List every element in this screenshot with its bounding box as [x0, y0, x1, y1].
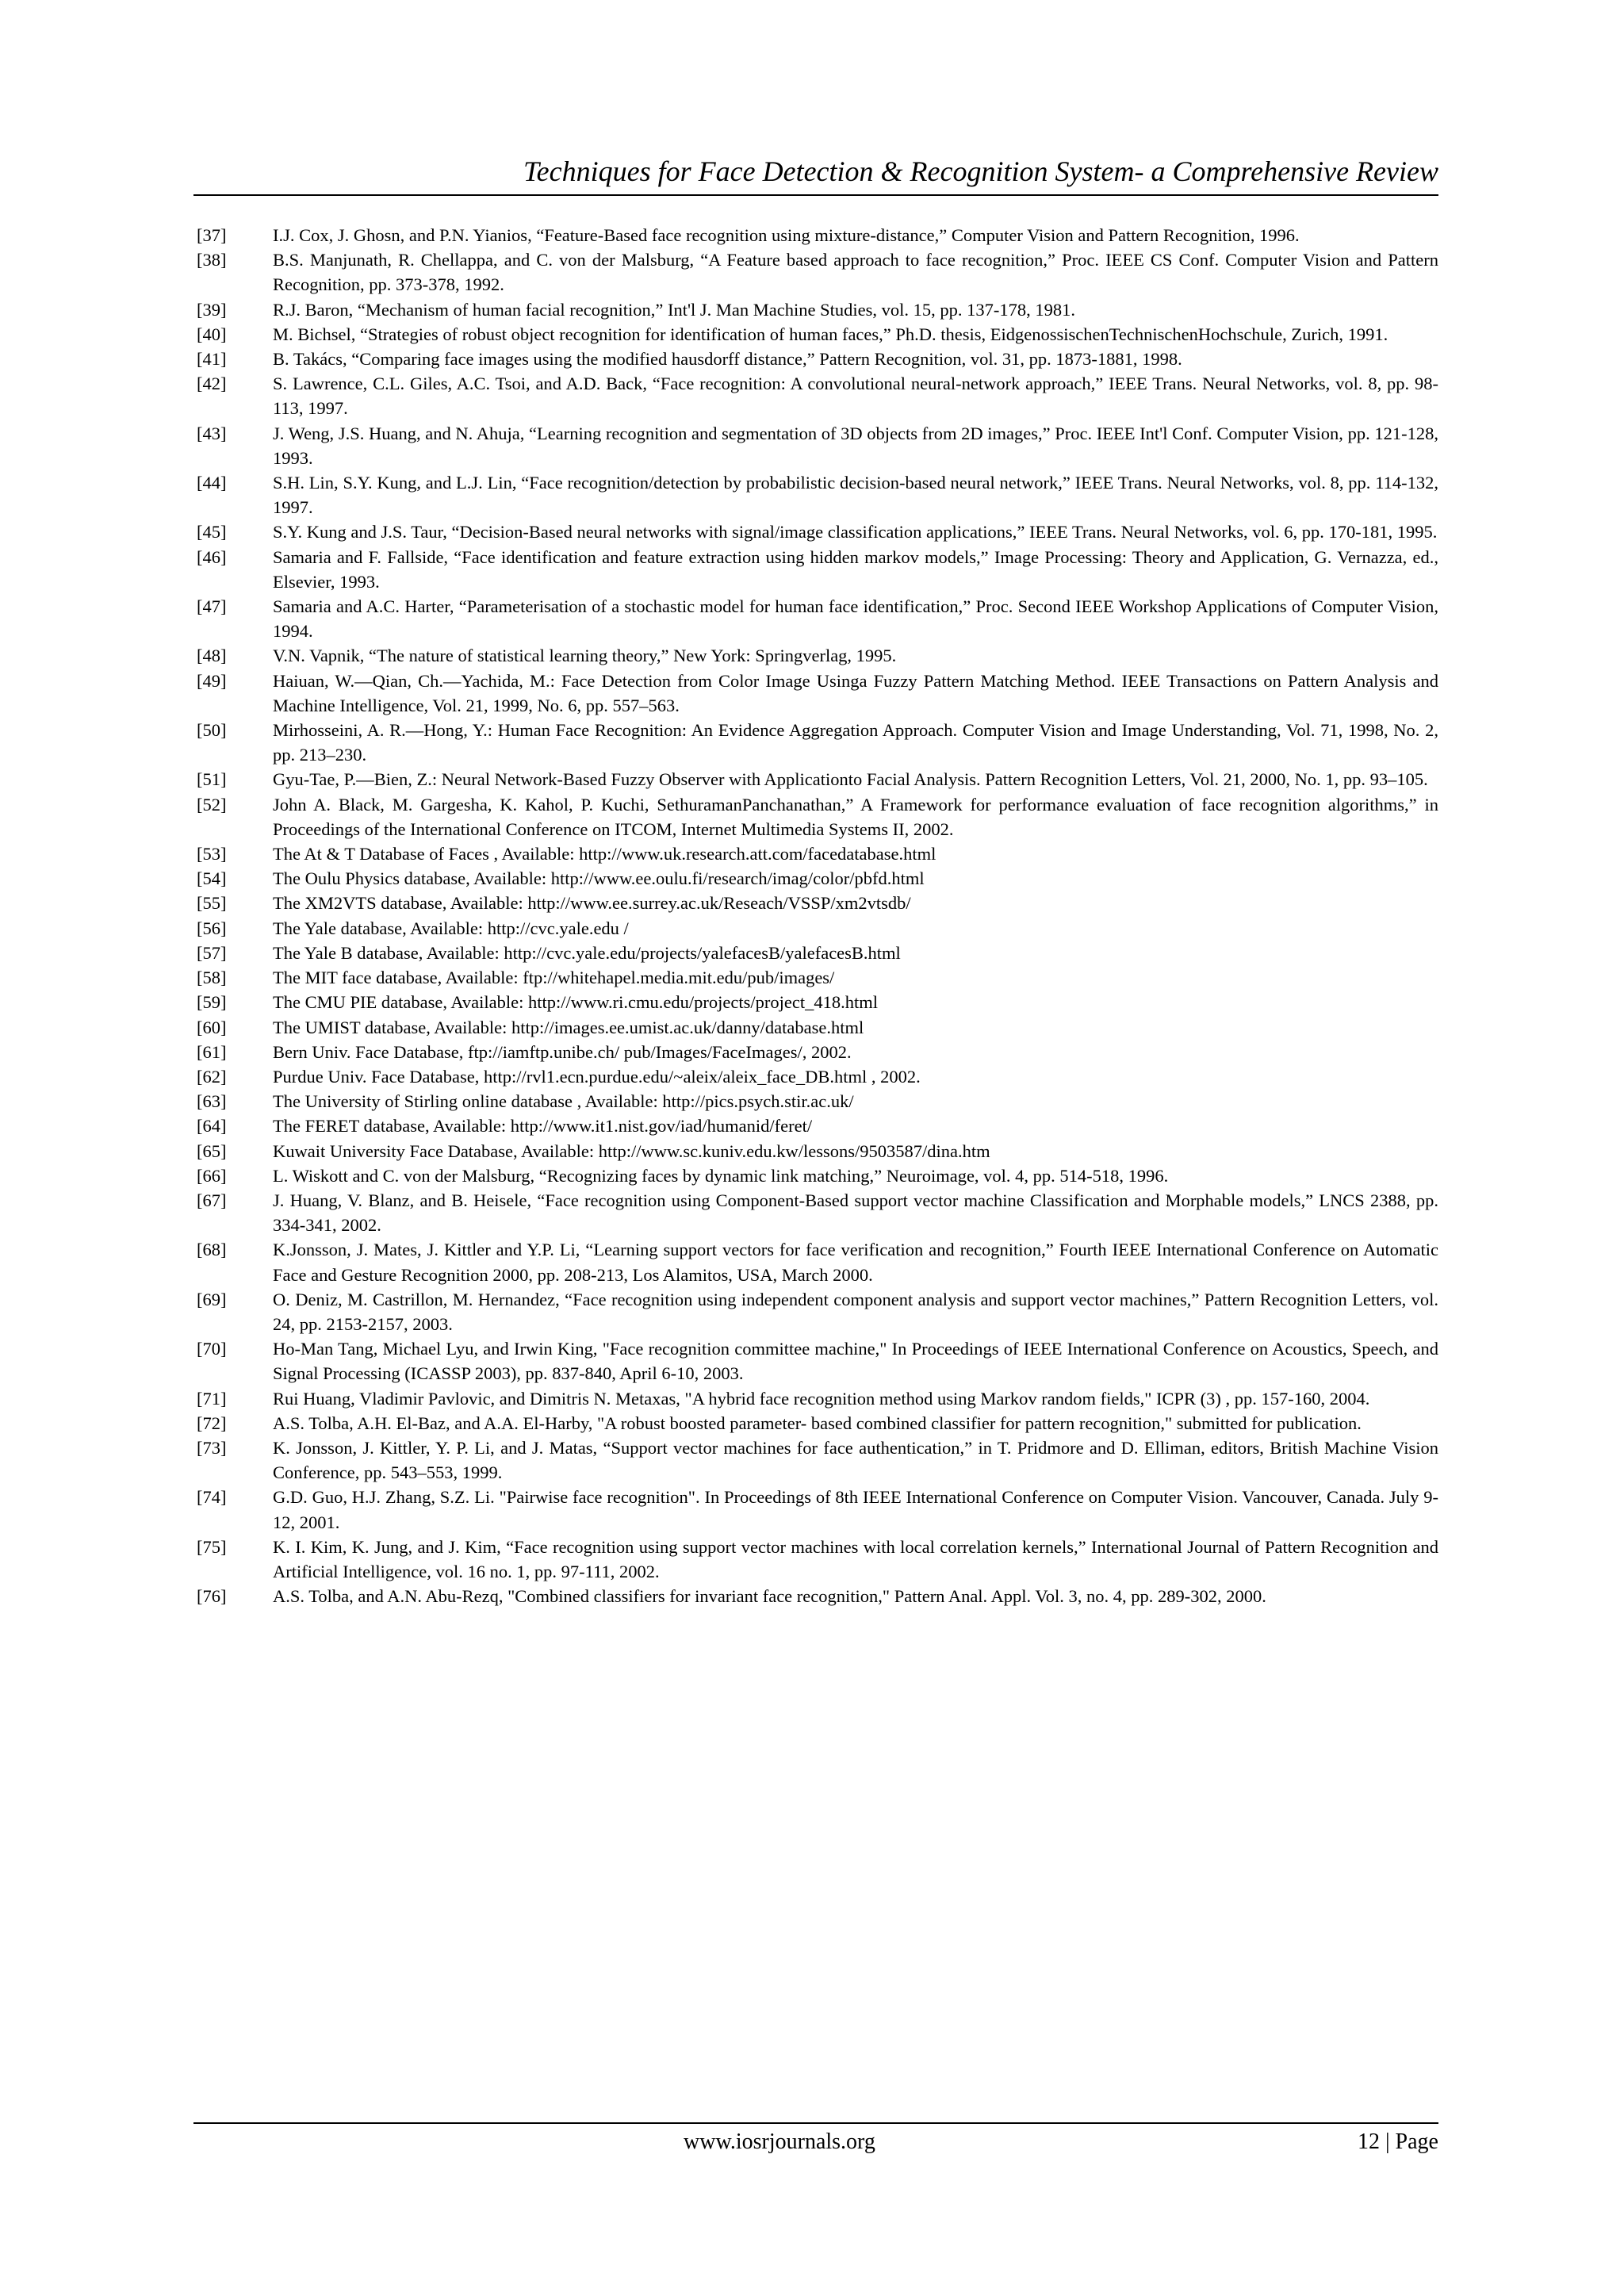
reference-text: V.N. Vapnik, “The nature of statistical learning theory,” New York: Springverlag, 1995.	[273, 646, 897, 666]
reference-number: [50]	[197, 720, 227, 741]
reference-number: [43]	[197, 423, 227, 443]
reference-number: [63]	[197, 1091, 227, 1112]
reference-number: [72]	[197, 1412, 227, 1433]
reference-text: G.D. Guo, H.J. Zhang, S.Z. Li. "Pairwise face recognition". In Proceedings of 8th IEEE International Conference on Computer Vision. Vancouver, Canada. July 9-12, 2001.	[273, 1487, 1438, 1532]
reference-number: [70]	[197, 1339, 227, 1359]
reference-text: O. Deniz, M. Castrillon, M. Hernandez, “Face recognition using independent component analysis and support vector machines,” Pattern Recognition Letters, vol. 24, pp. 2153-2157, 2003.	[273, 1289, 1438, 1334]
reference-text: S.Y. Kung and J.S. Taur, “Decision-Based neural networks with signal/image classification applications,” IEEE Trans. Neural Networks, vol. 6, pp. 170-181, 1995.	[273, 522, 1438, 542]
reference-item	[197, 1584, 1438, 1608]
reference-text: Gyu-Tae, P.—Bien, Z.: Neural Network-Based Fuzzy Observer with Applicationto Facial Analysis. Pattern Recognition Letters, Vol. 21, 2000, No. 1, pp. 93–105.	[273, 769, 1428, 790]
reference-item	[197, 519, 1438, 544]
reference-text: Kuwait University Face Database, Available: http://www.sc.kuniv.edu.kw/lessons/9503587/dina.htm	[273, 1140, 990, 1161]
reference-number: [65]	[197, 1140, 227, 1161]
reference-item	[197, 669, 1438, 718]
reference-text: The FERET database, Available: http://www.it1.nist.gov/iad/humanid/feret/	[273, 1116, 813, 1137]
reference-text: Haiuan, W.—Qian, Ch.—Yachida, M.: Face Detection from Color Image Usinga Fuzzy Pattern Matching Method. IEEE Transactions on Pattern Analysis and Machine Intelligence, Vol. 21, 1999, No. 6, pp. 557–563.	[273, 670, 1438, 715]
reference-text: Ho-Man Tang, Michael Lyu, and Irwin King, "Face recognition committee machine," In Proceedings of IEEE International Conference on Acoustics, Speech, and Signal Processing (ICASSP 2003), pp. 837-840, April 6-10, 2003.	[273, 1339, 1438, 1384]
reference-text: The University of Stirling online database , Available: http://pics.psych.stir.ac.uk/	[273, 1091, 854, 1112]
reference-text: Rui Huang, Vladimir Pavlovic, and Dimitris N. Metaxas, "A hybrid face recognition method using Markov random fields," ICPR (3) , pp. 157-160, 2004.	[273, 1388, 1370, 1409]
reference-item	[197, 470, 1438, 519]
reference-number: [48]	[197, 646, 227, 666]
reference-number: [51]	[197, 769, 227, 790]
reference-number: [40]	[197, 324, 227, 344]
reference-text: The MIT face database, Available: ftp://whitehapel.media.mit.edu/pub/images/	[273, 968, 835, 988]
reference-text: Bern Univ. Face Database, ftp://iamftp.unibe.ch/ pub/Images/FaceImages/, 2002.	[273, 1041, 852, 1062]
reference-text: John A. Black, M. Gargesha, K. Kahol, P. Kuchi, SethuramanPanchanathan,” A Framework for performance evaluation of face recognition algorithms,” in Proceedings of the International Conference on ITCOM, Internet Multimedia Systems II, 2002.	[273, 794, 1438, 839]
reference-number: [69]	[197, 1289, 227, 1309]
reference-number: [44]	[197, 473, 227, 493]
reference-item	[197, 1237, 1438, 1286]
reference-text: Samaria and A.C. Harter, “Parameterisation of a stochastic model for human face identification,” Proc. Second IEEE Workshop Applications of Computer Vision, 1994.	[273, 596, 1438, 642]
reference-text: S.H. Lin, S.Y. Kung, and L.J. Lin, “Face recognition/detection by probabilistic decision-based neural network,” IEEE Trans. Neural Networks, vol. 8, pp. 114-132, 1997.	[273, 473, 1438, 518]
reference-number: [39]	[197, 299, 227, 320]
reference-text: J. Weng, J.S. Huang, and N. Ahuja, “Learning recognition and segmentation of 3D objects from 2D images,” Proc. IEEE Int'l Conf. Computer Vision, pp. 121-128, 1993.	[273, 423, 1438, 468]
reference-item	[197, 1163, 1438, 1188]
reference-text: The At & T Database of Faces , Available: http://www.uk.research.att.com/facedatabase.html	[273, 844, 936, 864]
reference-number: [52]	[197, 794, 227, 815]
reference-number: [49]	[197, 670, 227, 691]
running-header-title: Techniques for Face Detection & Recognition System- a Comprehensive Review	[523, 155, 1438, 187]
reference-item	[197, 965, 1438, 990]
footer-divider	[193, 2122, 1438, 2124]
reference-item	[197, 990, 1438, 1014]
reference-number: [53]	[197, 844, 227, 864]
reference-item	[197, 297, 1438, 322]
reference-number: [68]	[197, 1240, 227, 1260]
reference-item	[197, 1287, 1438, 1336]
reference-text: The UMIST database, Available: http://images.ee.umist.ac.uk/danny/database.html	[273, 1017, 864, 1037]
reference-number: [71]	[197, 1388, 227, 1409]
reference-number: [60]	[197, 1017, 227, 1037]
reference-number: [62]	[197, 1066, 227, 1087]
reference-number: [55]	[197, 893, 227, 914]
reference-item	[197, 941, 1438, 965]
footer-page-number: 12 | Page	[1357, 2129, 1438, 2154]
reference-number: [38]	[197, 250, 227, 270]
reference-number: [45]	[197, 522, 227, 542]
reference-item	[197, 1089, 1438, 1114]
reference-number: [64]	[197, 1116, 227, 1137]
reference-item	[197, 223, 1438, 247]
reference-item	[197, 841, 1438, 866]
reference-number: [41]	[197, 349, 227, 370]
reference-item	[197, 1435, 1438, 1485]
reference-text: K.Jonsson, J. Mates, J. Kittler and Y.P. Li, “Learning support vectors for face verification and recognition,” Fourth IEEE International Conference on Automatic Face and Gesture Recognition 2000, pp. 208-213, Los Alamitos, USA, March 2000.	[273, 1240, 1438, 1285]
reference-item	[197, 421, 1438, 470]
reference-text: The Yale database, Available: http://cvc.yale.edu /	[273, 918, 629, 938]
reference-item	[197, 1411, 1438, 1435]
reference-item	[197, 545, 1438, 594]
reference-text: I.J. Cox, J. Ghosn, and P.N. Yianios, “Feature-Based face recognition using mixture-distance,” Computer Vision and Pattern Recognition, 1996.	[273, 225, 1300, 245]
reference-item	[197, 1064, 1438, 1089]
reference-item	[197, 1015, 1438, 1040]
reference-text: R.J. Baron, “Mechanism of human facial recognition,” Int'l J. Man Machine Studies, vol. 15, pp. 137-178, 1981.	[273, 299, 1075, 320]
reference-text: A.S. Tolba, A.H. El-Baz, and A.A. El-Harby, "A robust boosted parameter- based combined classifier for pattern recognition," submitted for publication.	[273, 1412, 1362, 1433]
reference-item	[197, 767, 1438, 792]
reference-item	[197, 1139, 1438, 1163]
reference-text: Samaria and F. Fallside, “Face identification and feature extraction using hidden markov models,” Image Processing: Theory and Application, G. Vernazza, ed., Elsevier, 1993.	[273, 546, 1438, 592]
reference-number: [57]	[197, 942, 227, 963]
reference-item	[197, 1535, 1438, 1584]
reference-text: J. Huang, V. Blanz, and B. Heisele, “Face recognition using Component-Based support vector machine Classification and Morphable models,” LNCS 2388, pp. 334-341, 2002.	[273, 1190, 1438, 1236]
reference-text: S. Lawrence, C.L. Giles, A.C. Tsoi, and A.D. Back, “Face recognition: A convolutional neural-network approach,” IEEE Trans. Neural Networks, vol. 8, pp. 98-113, 1997.	[273, 374, 1438, 419]
header-divider	[193, 194, 1438, 196]
reference-text: The Oulu Physics database, Available: http://www.ee.oulu.fi/research/imag/color/pbfd.html	[273, 868, 925, 889]
reference-item	[197, 322, 1438, 347]
reference-text: The CMU PIE database, Available: http://www.ri.cmu.edu/projects/project_418.html	[273, 992, 878, 1013]
reference-item	[197, 1188, 1438, 1237]
reference-number: [76]	[197, 1586, 227, 1607]
reference-number: [42]	[197, 374, 227, 394]
reference-number: [37]	[197, 225, 227, 245]
reference-list	[197, 223, 1438, 1608]
reference-item	[197, 1336, 1438, 1386]
reference-item	[197, 1040, 1438, 1064]
reference-item	[197, 792, 1438, 841]
reference-item	[197, 916, 1438, 941]
reference-number: [46]	[197, 546, 227, 567]
reference-item	[197, 1485, 1438, 1534]
reference-text: B. Takács, “Comparing face images using the modified hausdorff distance,” Pattern Recognition, vol. 31, pp. 1873-1881, 1998.	[273, 349, 1182, 370]
reference-number: [66]	[197, 1165, 227, 1186]
reference-number: [59]	[197, 992, 227, 1013]
reference-number: [75]	[197, 1536, 227, 1557]
reference-text: K. I. Kim, K. Jung, and J. Kim, “Face recognition using support vector machines with local correlation kernels,” International Journal of Pattern Recognition and Artificial Intelligence, vol. 16 no. 1, pp. 97-111, 2002.	[273, 1536, 1438, 1581]
reference-item	[197, 643, 1438, 668]
reference-number: [67]	[197, 1190, 227, 1210]
reference-text: K. Jonsson, J. Kittler, Y. P. Li, and J. Matas, “Support vector machines for face authentication,” in T. Pridmore and D. Elliman, editors, British Machine Vision Conference, pp. 543–553, 1999.	[273, 1437, 1438, 1483]
reference-text: Purdue Univ. Face Database, http://rvl1.ecn.purdue.edu/~aleix/aleix_face_DB.html , 2002.	[273, 1066, 921, 1087]
reference-text: L. Wiskott and C. von der Malsburg, “Recognizing faces by dynamic link matching,” Neuroimage, vol. 4, pp. 514-518, 1996.	[273, 1165, 1169, 1186]
reference-text: The XM2VTS database, Available: http://www.ee.surrey.ac.uk/Reseach/VSSP/xm2vtsdb/	[273, 893, 911, 914]
reference-text: M. Bichsel, “Strategies of robust object recognition for identification of human faces,” Ph.D. thesis, EidgenossischenTechnischenHochschule, Zurich, 1991.	[273, 324, 1388, 344]
reference-number: [74]	[197, 1487, 227, 1508]
reference-number: [73]	[197, 1437, 227, 1458]
reference-number: [47]	[197, 596, 227, 617]
reference-text: The Yale B database, Available: http://cvc.yale.edu/projects/yalefacesB/yalefacesB.html	[273, 942, 901, 963]
footer-journal-url: www.iosrjournals.org	[684, 2129, 875, 2154]
reference-item	[197, 718, 1438, 767]
reference-number: [58]	[197, 968, 227, 988]
reference-item	[197, 347, 1438, 371]
reference-item	[197, 371, 1438, 420]
reference-item	[197, 1114, 1438, 1138]
reference-item	[197, 1386, 1438, 1411]
reference-item	[197, 594, 1438, 643]
reference-text: Mirhosseini, A. R.—Hong, Y.: Human Face Recognition: An Evidence Aggregation Approach. Computer Vision and Image Understanding, Vol. 71, 1998, No. 2, pp. 213–230.	[273, 720, 1438, 765]
reference-number: [54]	[197, 868, 227, 889]
reference-item	[197, 866, 1438, 891]
reference-item	[197, 891, 1438, 915]
reference-text: A.S. Tolba, and A.N. Abu-Rezq, "Combined classifiers for invariant face recognition," Pattern Anal. Appl. Vol. 3, no. 4, pp. 289-302, 2000.	[273, 1586, 1266, 1607]
reference-item	[197, 247, 1438, 297]
reference-number: [61]	[197, 1041, 227, 1062]
reference-number: [56]	[197, 918, 227, 938]
reference-text: B.S. Manjunath, R. Chellappa, and C. von der Malsburg, “A Feature based approach to face recognition,” Proc. IEEE CS Conf. Computer Vision and Pattern Recognition, pp. 373-378, 1992.	[273, 250, 1438, 295]
